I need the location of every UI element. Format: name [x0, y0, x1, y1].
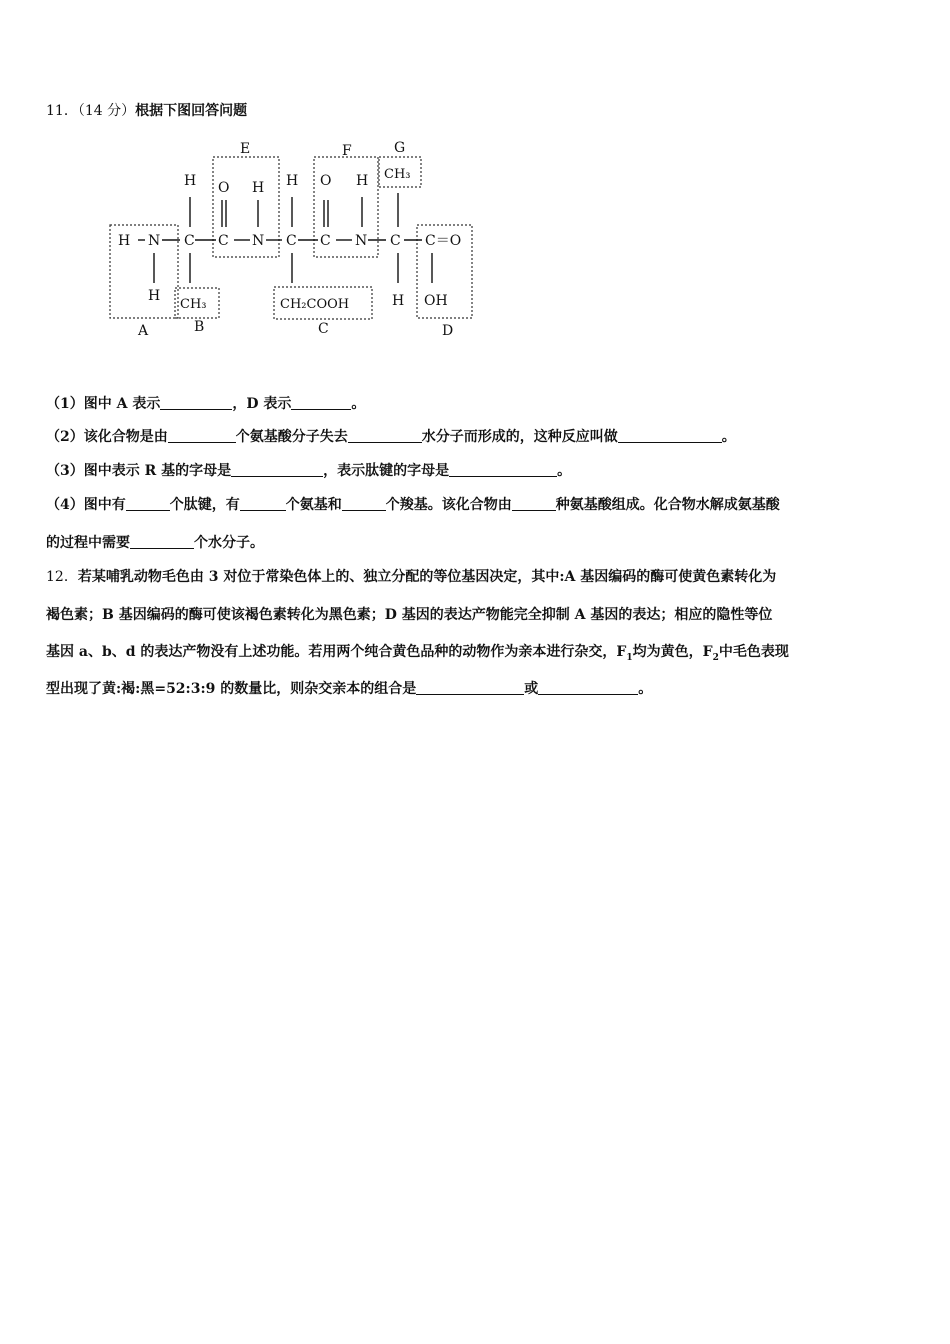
- atom: H: [118, 233, 131, 249]
- atom: H: [392, 293, 405, 309]
- q12-line-3: [46, 642, 789, 668]
- question-number: 12．: [46, 569, 78, 585]
- box-label-b: B: [194, 319, 205, 335]
- answer-blank[interactable]: [126, 496, 170, 511]
- question-text: 或: [524, 681, 539, 697]
- atom: N: [148, 233, 161, 249]
- q12-line-1: [46, 567, 776, 587]
- atom: C: [218, 233, 229, 249]
- answer-blank[interactable]: [291, 395, 351, 410]
- group: CH₃: [384, 167, 411, 182]
- part-text: 水分子而形成的，这种反应叫做: [421, 429, 618, 445]
- answer-blank[interactable]: [512, 496, 556, 511]
- atom: H: [184, 173, 197, 189]
- part-text: 个氨基和: [285, 497, 342, 513]
- box-label-a: A: [138, 323, 149, 339]
- atom: H: [286, 173, 299, 189]
- q11-part-2: [46, 427, 736, 447]
- part-text: （4）图中有: [46, 497, 126, 513]
- question-text: 若某哺乳动物毛色由 3 对位于常染色体上的、独立分配的等位基因决定，其中:A 基因编码的酶可使黄色素转化为: [77, 569, 777, 585]
- box-label-e: E: [240, 141, 251, 157]
- group: OH: [424, 293, 448, 309]
- answer-blank[interactable]: [416, 680, 524, 695]
- answer-blank[interactable]: [130, 534, 194, 549]
- box-label-c: C: [318, 321, 329, 337]
- question-text: 褐色素；B 基因编码的酶可使该褐色素转化为黑色素；D 基因的表达产物能完全抑制 A 基因的表达；相应的隐性等位: [46, 607, 773, 623]
- atom: N: [355, 233, 368, 249]
- group: C＝O: [425, 233, 462, 249]
- part-text: （2）该化合物是由: [46, 429, 168, 445]
- atom: O: [320, 173, 332, 189]
- atom: H: [148, 288, 161, 304]
- answer-blank[interactable]: [168, 428, 236, 443]
- answer-blank[interactable]: [231, 462, 323, 477]
- box-label-g: G: [394, 140, 406, 156]
- question-text: 型出现了黄:褐:黑=52:3:9 的数量比，则杂交亲本的组合是: [46, 681, 417, 697]
- answer-blank[interactable]: [618, 428, 722, 443]
- part-text: 的过程中需要: [46, 535, 130, 551]
- group: CH₂COOH: [280, 297, 350, 312]
- part-text: （3）图中表示 R 基的字母是: [46, 463, 232, 479]
- box-label-d: D: [442, 323, 454, 339]
- answer-blank[interactable]: [160, 395, 232, 410]
- part-text: 个氨基酸分子失去: [235, 429, 348, 445]
- atom: C: [390, 233, 401, 249]
- atom: N: [252, 233, 265, 249]
- atom: H: [356, 173, 369, 189]
- question-title: 根据下图回答问题: [135, 103, 248, 119]
- part-text: ，D 表示: [232, 396, 292, 412]
- q11-part-3: [46, 461, 571, 481]
- group: CH₃: [180, 297, 207, 312]
- q12-line-4: [46, 679, 652, 699]
- question-11-heading: [46, 100, 247, 120]
- q12-line-2: [46, 605, 772, 625]
- question-text: 基因 a、b、d 的表达产物没有上述功能。若用两个纯合黄色品种的动物作为亲本进行杂交，F: [46, 644, 627, 660]
- part-text: 种氨基酸组成。化合物水解成氨基酸: [555, 497, 780, 513]
- atom: C: [184, 233, 195, 249]
- part-text: 个水分子。: [194, 535, 264, 551]
- atom: C: [286, 233, 297, 249]
- question-text: 。: [638, 681, 653, 697]
- answer-blank[interactable]: [449, 462, 557, 477]
- part-text: 。: [351, 396, 366, 412]
- question-number: 11．: [46, 103, 78, 119]
- atom: C: [320, 233, 331, 249]
- answer-blank[interactable]: [342, 496, 386, 511]
- question-text: 中毛色表现: [718, 644, 789, 660]
- part-text: ，表示肽键的字母是: [323, 463, 450, 479]
- part-text: 个羧基。该化合物由: [385, 497, 512, 513]
- box-label-f: F: [342, 143, 352, 159]
- answer-blank[interactable]: [538, 680, 638, 695]
- atom: O: [218, 180, 230, 196]
- q11-part-4: [46, 495, 780, 515]
- part-text: 个肽键，有: [169, 497, 240, 513]
- part-text: 。: [557, 463, 572, 479]
- part-text: 。: [721, 429, 736, 445]
- subscript: 2: [712, 652, 719, 663]
- q11-part-4-cont: [46, 533, 264, 553]
- peptide-structure-diagram: [100, 135, 500, 360]
- subscript: 1: [626, 652, 633, 663]
- part-text: （1）图中 A 表示: [46, 396, 161, 412]
- answer-blank[interactable]: [348, 428, 422, 443]
- q11-part-1: [46, 394, 365, 414]
- atom: H: [252, 180, 265, 196]
- question-score: （14 分）: [77, 103, 136, 119]
- answer-blank[interactable]: [240, 496, 286, 511]
- question-text: 均为黄色，F: [632, 644, 713, 660]
